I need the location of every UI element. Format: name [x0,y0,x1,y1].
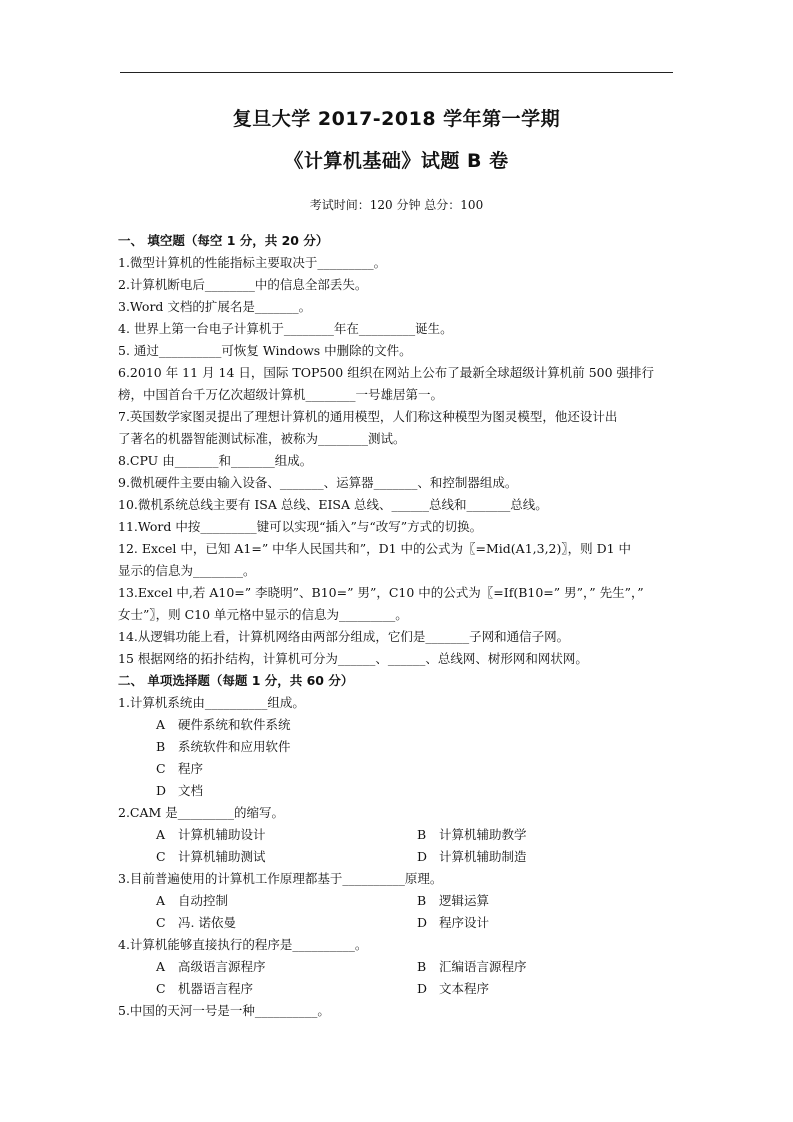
q3-options-row-2 [118,912,678,934]
exam-subtitle: 《计算机基础》试题 B 卷 [284,150,509,172]
q2-option-a [156,824,417,846]
question-3-stem: 3.目前普遍使用的计算机工作原理都基于__________原理。 [118,871,443,886]
q2-options-row-2 [118,846,678,868]
option-text: 硬件系统和软件系统 [178,717,291,732]
option-letter: C [156,849,166,864]
q1-option-a [118,714,678,736]
q3-option-d [417,912,678,934]
option-text: 计算机辅助测试 [178,849,266,864]
option-text: 计算机辅助教学 [439,827,527,842]
question-line: 5. 通过__________可恢复 Windows 中删除的文件。 [118,343,412,358]
question-line: 8.CPU 由_______和_______组成。 [118,453,313,468]
option-letter: D [417,849,428,864]
question-line: 2.计算机断电后________中的信息全部丢失。 [118,277,368,292]
question-line: 7.英国数学家图灵提出了理想计算机的通用模型，人们称这种模型为图灵模型，他还设计出 [118,409,618,424]
question-line: 榜，中国首台千万亿次超级计算机________一号雄居第一。 [118,387,444,402]
question-line: 3.Word 文档的扩展名是_______。 [118,299,312,314]
exam-body [118,230,678,1022]
option-letter: D [417,981,428,996]
option-letter: B [417,893,427,908]
option-text: 机器语言程序 [178,981,254,996]
option-text: 自动控制 [178,893,229,908]
q2-option-d [417,846,678,868]
q2-option-c [156,846,417,868]
question-line: 15 根据网络的拓扑结构，计算机可分为______、______、总线网、树形网和网状网。 [118,651,588,666]
section-heading-single-choice: 二、 单项选择题（每题 1 分，共 60 分） [118,673,354,688]
option-text: 文档 [178,783,204,798]
question-line: 10.微机系统总线主要有 ISA 总线、EISA 总线、______总线和_______总线。 [118,497,548,512]
option-letter: A [156,959,166,974]
option-letter: C [156,981,166,996]
exam-title: 复旦大学 2017-2018 学年第一学期 [232,108,561,130]
option-text: 程序 [178,761,204,776]
option-letter: C [156,915,166,930]
option-letter: B [417,827,427,842]
q1-option-b [118,736,678,758]
question-line: 12. Excel 中，已知 A1=” 中华人民国共和”，D1 中的公式为〖=Mid(A1,3,2)〗，则 D1 中 [118,541,632,556]
q3-option-b [417,890,678,912]
question-1-stem: 1.计算机系统由__________组成。 [118,695,305,710]
section-heading-fill-blank: 一、 填空题（每空 1 分，共 20 分） [118,233,329,248]
q4-option-b [417,956,678,978]
question-line: 4. 世界上第一台电子计算机于________年在_________诞生。 [118,321,453,336]
question-line: 6.2010 年 11 月 14 日，国际 TOP500 组织在网站上公布了最新全球超级计算机前 500 强排行 [118,365,655,380]
question-line: 了著名的机器智能测试标准，被称为________测试。 [118,431,406,446]
q4-options-row-2 [118,978,678,1000]
q3-option-c [156,912,417,934]
option-text: 高级语言源程序 [178,959,266,974]
option-letter: D [417,915,428,930]
question-5-stem: 5.中国的天河一号是一种__________。 [118,1003,330,1018]
q4-options-row-1 [118,956,678,978]
option-letter: A [156,827,166,842]
q4-option-d [417,978,678,1000]
question-line: 显示的信息为________。 [118,563,256,578]
option-letter: C [156,761,166,776]
option-text: 逻辑运算 [439,893,490,908]
option-letter: B [156,739,166,754]
question-line: 9.微机硬件主要由输入设备、_______、运算器_______、和控制器组成。 [118,475,518,490]
q2-options-row-1 [118,824,678,846]
q3-options-row-1 [118,890,678,912]
q1-option-d [118,780,678,802]
option-letter: A [156,893,166,908]
top-rule [120,72,673,73]
option-text: 文本程序 [439,981,490,996]
q3-option-a [156,890,417,912]
q2-option-b [417,824,678,846]
q4-option-a [156,956,417,978]
question-4-stem: 4.计算机能够直接执行的程序是__________。 [118,937,368,952]
q4-option-c [156,978,417,1000]
option-text: 冯. 诺依曼 [178,915,236,930]
question-line: 11.Word 中按_________键可以实现“插入”与“改写”方式的切换。 [118,519,483,534]
option-text: 系统软件和应用软件 [178,739,291,754]
option-text: 汇编语言源程序 [439,959,527,974]
q1-option-c [118,758,678,780]
question-line: 14.从逻辑功能上看，计算机网络由两部分组成，它们是_______子网和通信子网。 [118,629,570,644]
question-2-stem: 2.CAM 是_________的缩写。 [118,805,285,820]
exam-info: 考试时间：120 分钟 总分：100 [309,198,484,212]
question-line: 1.微型计算机的性能指标主要取决于_________。 [118,255,387,270]
option-letter: A [156,717,166,732]
option-text: 计算机辅助制造 [439,849,527,864]
option-letter: D [156,783,167,798]
option-text: 计算机辅助设计 [178,827,266,842]
option-text: 程序设计 [439,915,490,930]
question-line: 女士”〗，则 C10 单元格中显示的信息为_________。 [118,607,408,622]
option-letter: B [417,959,427,974]
question-line: 13.Excel 中,若 A10=” 李晓明”、B10=” 男”，C10 中的公式为〖=If(B10=” 男”，” 先生”，” [118,585,644,600]
